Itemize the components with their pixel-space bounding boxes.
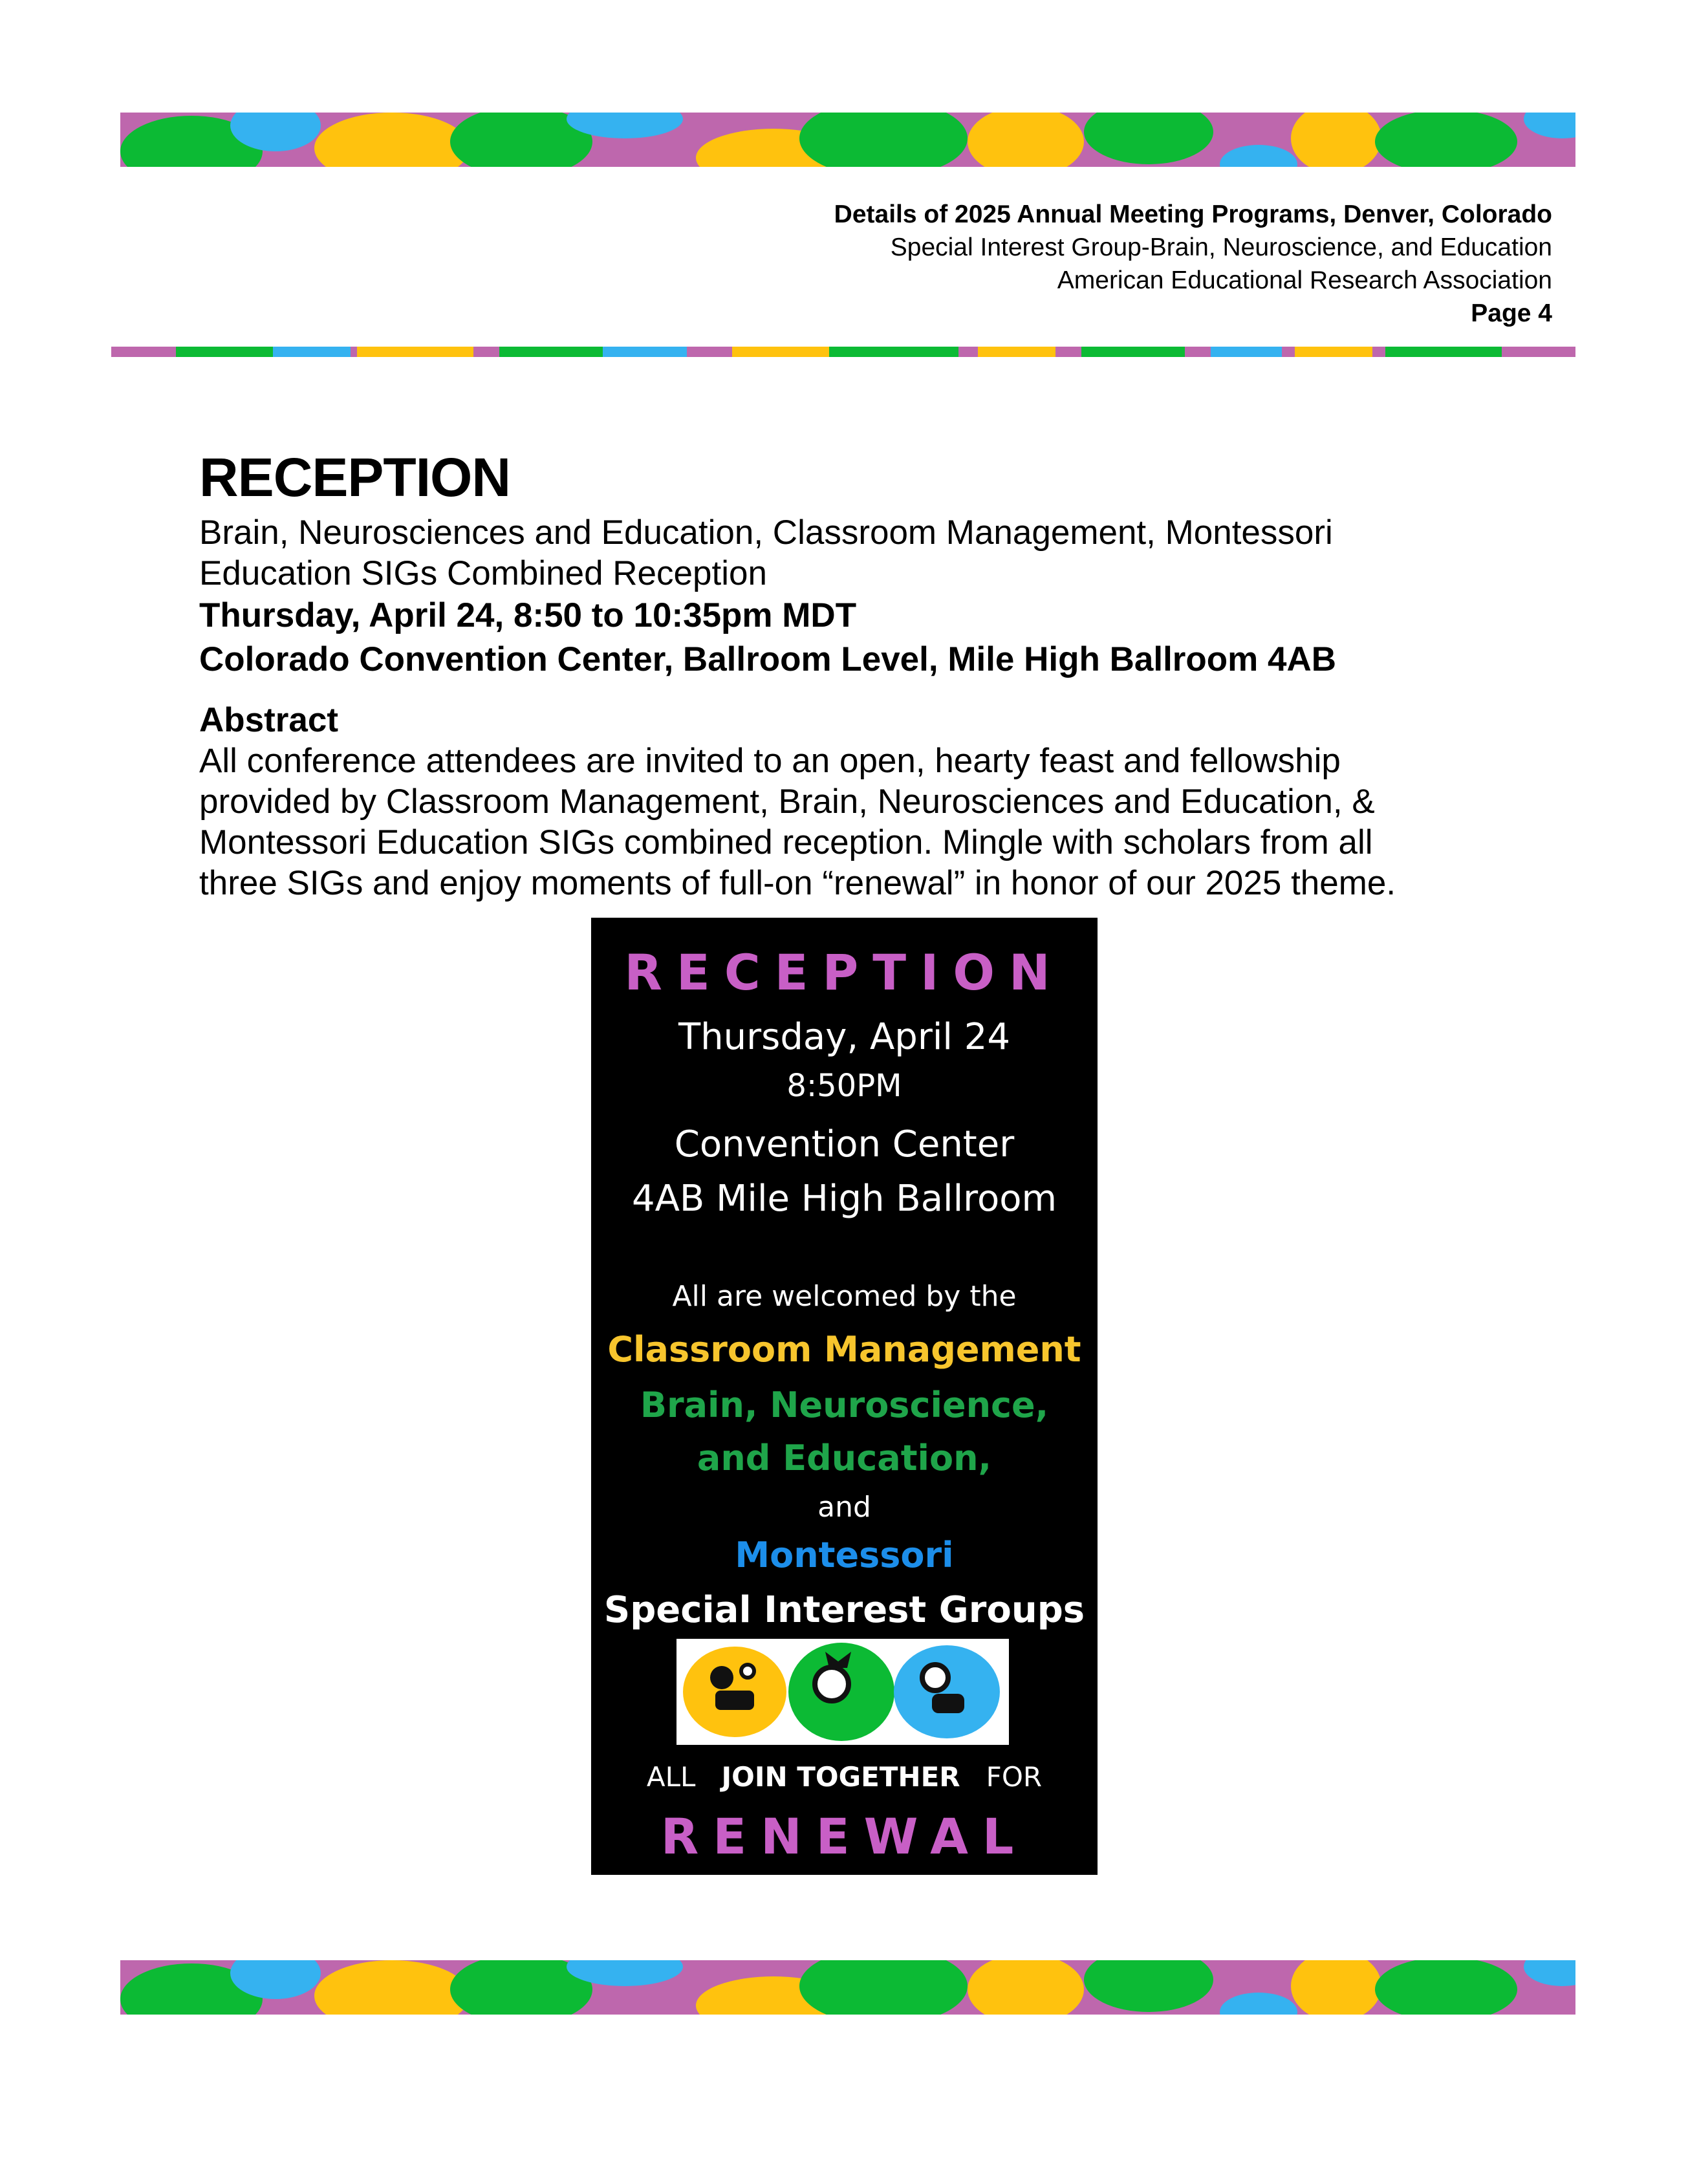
header-sig-name: Special Interest Group-Brain, Neuroscience, and Education [890, 233, 1552, 261]
subtitle-line: Brain, Neurosciences and Education, Classroom Management, Montessori [199, 514, 1333, 552]
flyer-time: 8:50PM [786, 1068, 902, 1104]
flyer-join-line [591, 1761, 1098, 1793]
decorative-band-top [120, 113, 1575, 167]
flyer-sig-classroom: Classroom Management [607, 1329, 1081, 1370]
main-content [199, 448, 1493, 903]
decorative-band-bottom [120, 1960, 1575, 2015]
flyer-renewal: RENEWAL [660, 1808, 1028, 1865]
abstract-line: Montessori Education SIGs combined reception. Mingle with scholars from all [199, 823, 1373, 861]
flyer-sig-brain-2: and Education, [697, 1438, 992, 1478]
decorative-rule [111, 347, 1575, 357]
header-title: Details of 2025 Annual Meeting Programs, Denver, Colorado [834, 200, 1552, 228]
abstract-line: three SIGs and enjoy moments of full-on “renewal” in honor of our 2025 theme. [199, 864, 1396, 902]
flyer-sig-brain: Brain, Neuroscience, [640, 1385, 1049, 1425]
sig-logos-image [676, 1639, 1009, 1745]
session-location: Colorado Convention Center, Ballroom Level, Mile High Ballroom 4AB [199, 640, 1337, 678]
flyer-date: Thursday, April 24 [678, 1016, 1011, 1058]
subtitle-line: Education SIGs Combined Reception [199, 554, 767, 592]
flyer-join-for: FOR [986, 1761, 1043, 1793]
flyer-groups: Special Interest Groups [603, 1589, 1085, 1631]
abstract-line: All conference attendees are invited to an open, hearty feast and fellowship [199, 742, 1341, 780]
flyer-and: and [817, 1491, 871, 1524]
abstract-heading: Abstract [199, 701, 339, 739]
reception-flyer [591, 918, 1098, 1875]
flyer-welcome: All are welcomed by the [672, 1280, 1017, 1313]
flyer-join-together: JOIN TOGETHER [721, 1761, 960, 1793]
abstract-text [199, 741, 1493, 903]
page-number: Page 4 [1471, 299, 1552, 327]
flyer-venue: Convention Center [674, 1123, 1015, 1165]
session-subtitle [199, 512, 1493, 594]
flyer-room: 4AB Mile High Ballroom [631, 1178, 1057, 1220]
flyer-join-all: ALL [646, 1761, 696, 1793]
session-datetime: Thursday, April 24, 8:50 to 10:35pm MDT [199, 596, 857, 634]
page-header [834, 198, 1552, 330]
section-heading: RECEPTION [199, 447, 511, 508]
flyer-title: RECEPTION [624, 944, 1065, 1001]
abstract-line: provided by Classroom Management, Brain, Neurosciences and Education, & [199, 783, 1375, 821]
flyer-sig-montessori: Montessori [735, 1535, 954, 1575]
header-org-name: American Educational Research Association [1057, 266, 1552, 294]
